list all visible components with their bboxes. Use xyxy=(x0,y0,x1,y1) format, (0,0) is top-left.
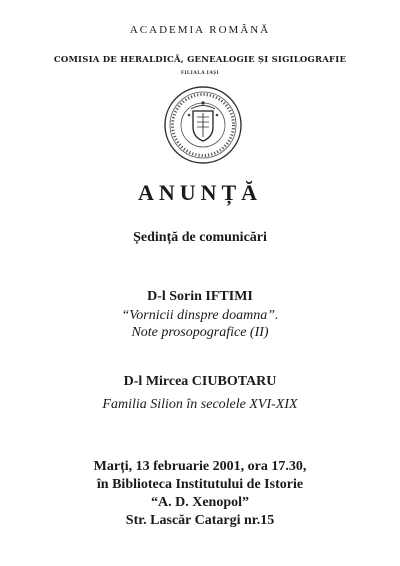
speaker-2-name: D-l Mircea CIUBOTARU xyxy=(123,374,277,389)
speaker-2-talk-title: Familia Silion în secolele XVI-XIX xyxy=(102,397,298,412)
event-date-time: Marți, 13 februarie 2001, ora 17.30, xyxy=(93,459,307,474)
speaker-1-talk-title-line-2: Note prosopografice (II) xyxy=(131,325,269,340)
event-location: în Biblioteca Institutului de Istorie xyxy=(96,477,304,492)
institute-name: “A. D. Xenopol” xyxy=(150,495,249,510)
seal-emblem-icon xyxy=(163,85,243,165)
speaker-1-talk-title-line-1: “Vornicii dinspre doamna”. xyxy=(121,308,279,323)
branch-name: FILIALA IAȘI xyxy=(180,71,220,76)
announcement-title: ANUNȚĂ xyxy=(137,180,263,205)
commission-name: COMISIA DE HERALDICĂ, GENEALOGIE ȘI SIGILOGRAFIE xyxy=(53,55,347,65)
academy-name: ACADEMIA ROMÂNĂ xyxy=(129,24,271,36)
session-subtitle: Ședință de comunicări xyxy=(133,230,267,245)
street-address: Str. Lascăr Catargi nr.15 xyxy=(125,513,275,528)
speaker-1-name: D-l Sorin IFTIMI xyxy=(147,289,253,304)
